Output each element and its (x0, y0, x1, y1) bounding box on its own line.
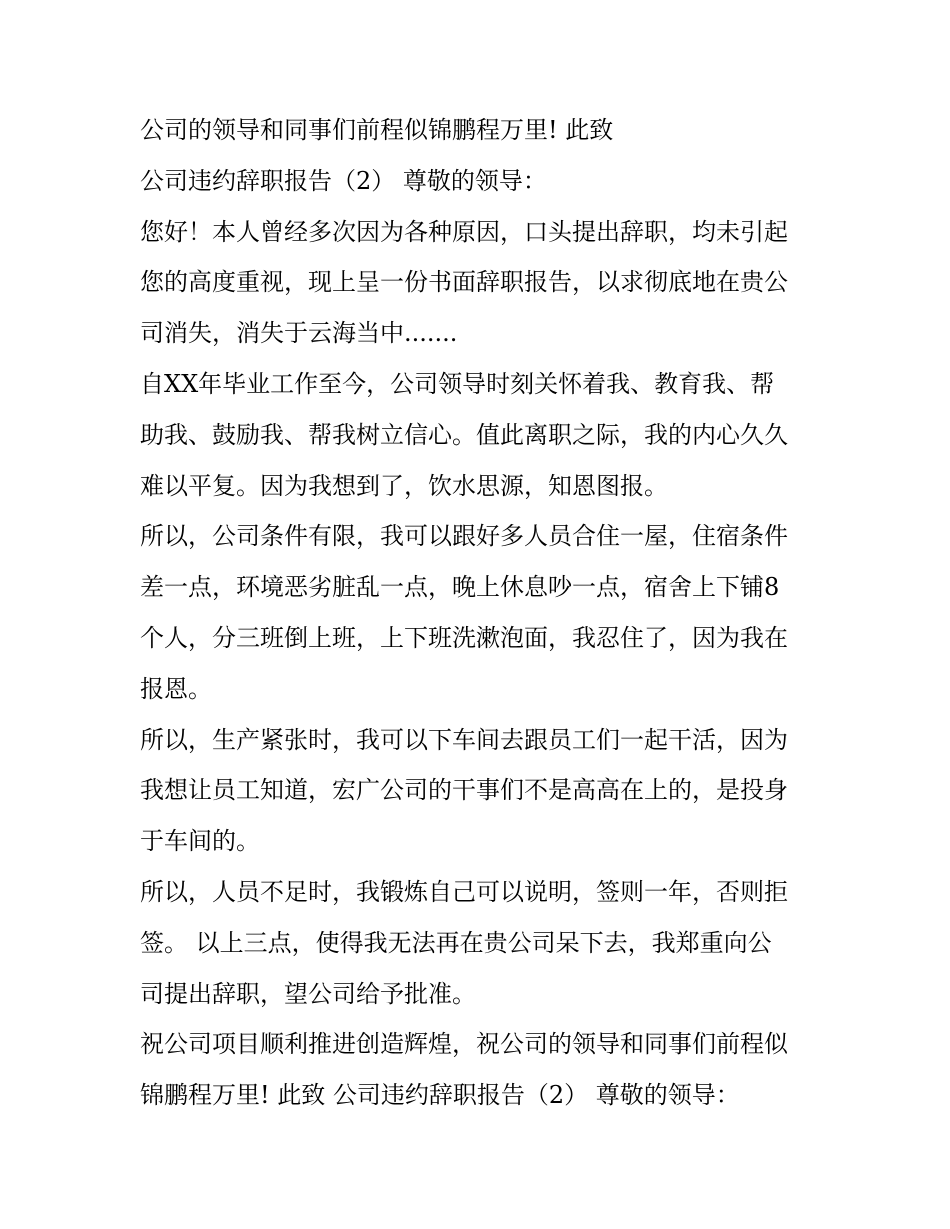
text-line-5: 司消失，消失于云海当中....... (140, 319, 458, 348)
text-line-8: 难以平复。因为我想到了，饮水思源，知恩图报。 (140, 471, 668, 500)
text-line-14: 我想让员工知道，宏广公司的干事们不是高高在上的，是投身 (140, 776, 788, 805)
text-line-19: 祝公司项目顺利推进创造辉煌，祝公司的领导和同事们前程似 (140, 1030, 788, 1059)
text-line-9: 所以，公司条件有限，我可以跟好多人员合住一屋，住宿条件 (140, 522, 788, 551)
document-body (140, 105, 820, 1121)
text-line-3: 您好！本人曾经多次因为各种原因，口头提出辞职，均未引起 (140, 217, 788, 246)
text-line-11: 个人，分三班倒上班，上下班洗漱泡面，我忍住了，因为我在 (140, 623, 788, 652)
text-line-16: 所以，人员不足时，我锻炼自己可以说明，签则一年，否则拒 (140, 877, 788, 906)
text-line-18: 司提出辞职，望公司给予批准。 (140, 979, 476, 1008)
text-line-15: 于车间的。 (140, 827, 260, 856)
text-line-1: 公司的领导和同事们前程似锦鹏程万里! 此致 (140, 116, 614, 144)
text-line-20: 锦鹏程万里! 此致 公司违约辞职报告（2） 尊敬的领导： (140, 1081, 740, 1110)
text-line-4: 您的高度重视，现上呈一份书面辞职报告，以求彻底地在贵公 (140, 268, 788, 297)
text-line-2: 公司违约辞职报告（2） 尊敬的领导： (140, 166, 547, 195)
text-line-10: 差一点，环境恶劣脏乱一点，晚上休息吵一点，宿舍上下铺8 (140, 573, 780, 602)
text-line-12: 报恩。 (140, 674, 212, 703)
text-line-13: 所以，生产紧张时，我可以下车间去跟员工们一起干活，因为 (140, 725, 788, 754)
text-line-17: 签。 以上三点，使得我无法再在贵公司呆下去，我郑重向公 (140, 928, 772, 957)
text-line-7: 助我、鼓励我、帮我树立信心。值此离职之际，我的内心久久 (140, 420, 788, 449)
text-line-6: 自XX年毕业工作至今，公司领导时刻关怀着我、教育我、帮 (140, 369, 775, 398)
